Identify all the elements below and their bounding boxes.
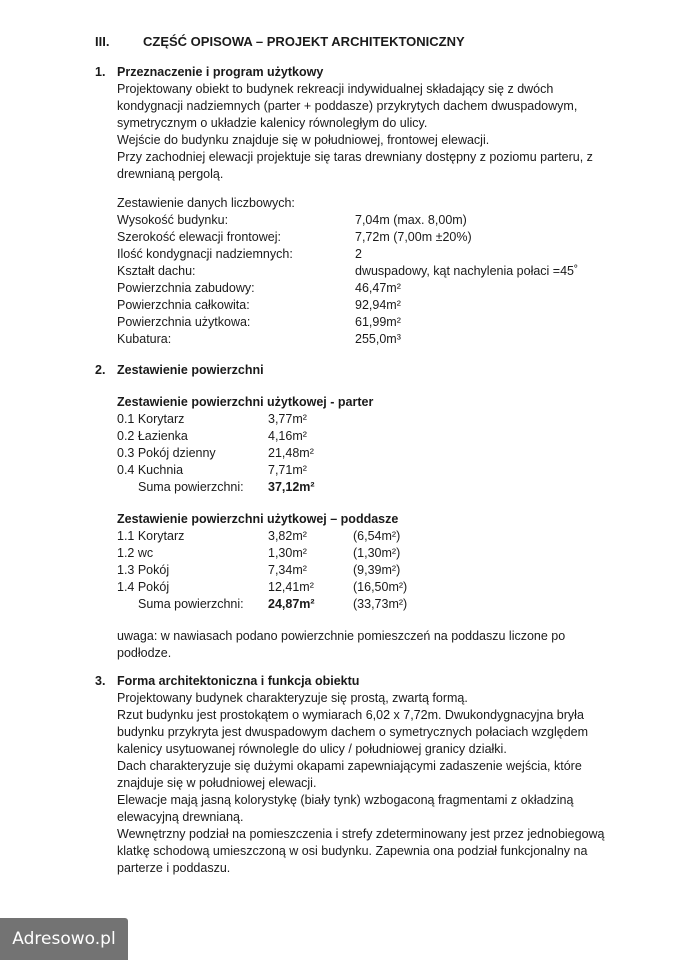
data-row — [117, 280, 637, 297]
s1-number: 1. — [95, 65, 106, 79]
s1-line: symetrycznym o układzie kalenicy równoległym do ulicy. — [117, 116, 428, 130]
s1-line: Przy zachodniej elewacji projektuje się taras drewniany dostępny z poziomu parteru, z — [117, 150, 593, 164]
sum-row — [117, 479, 637, 496]
data-label: Powierzchnia całkowita: — [117, 298, 250, 312]
data-heading: Zestawienie danych liczbowych: — [117, 196, 295, 210]
room-area: 7,34m² — [268, 563, 307, 577]
data-value: dwuspadowy, kąt nachylenia połaci =45˚ — [355, 264, 579, 278]
s3-line: budynku przykryta jest dwuspadowym dachem o symetrycznych połaciach względem — [117, 725, 589, 739]
poddasze-heading: Zestawienie powierzchni użytkowej – poddasze — [117, 512, 399, 526]
note-paragraph — [117, 628, 637, 662]
s3-line: klatkę schodową umieszczoną w osi budynku. Zapewnia ona podział funkcjonalny na — [117, 844, 588, 858]
section-number: III. — [95, 34, 110, 49]
room-floor-area: (1,30m²) — [353, 546, 401, 560]
data-row — [117, 246, 637, 263]
room-area: 3,82m² — [268, 529, 307, 543]
table-row — [117, 528, 637, 545]
section-title: CZĘŚĆ OPISOWA – PROJEKT ARCHITEKTONICZNY — [143, 34, 465, 49]
s1-line: Projektowany obiekt to budynek rekreacji indywidualnej składający się z dwóch — [117, 82, 554, 96]
table-row — [117, 428, 637, 445]
s2-heading: Zestawienie powierzchni — [117, 363, 264, 377]
table-row — [117, 462, 637, 479]
room-name: 1.2 wc — [117, 546, 154, 560]
s3-heading: Forma architektoniczna i funkcja obiektu — [117, 674, 360, 688]
data-value: 92,94m² — [355, 298, 401, 312]
room-name: 0.3 Pokój dzienny — [117, 446, 216, 460]
table-row — [117, 579, 637, 596]
room-area: 3,77m² — [268, 412, 307, 426]
watermark: Adresowo.pl — [0, 918, 128, 960]
s3-line: kalenicy usytuowanej równolegle do ulicy / południowej granicy działki. — [117, 742, 507, 756]
s1-line: drewnianą pergolą. — [117, 167, 224, 181]
sum-floor-area: (33,73m²) — [353, 597, 408, 611]
room-floor-area: (16,50m²) — [353, 580, 408, 594]
s3-line: parterze i poddaszu. — [117, 861, 231, 875]
parter-heading: Zestawienie powierzchni użytkowej - parter — [117, 395, 374, 409]
s3-paragraph — [117, 690, 637, 877]
s1-line: kondygnacji nadziemnych (parter + poddasze) przykrytych dachem dwuspadowym, — [117, 99, 578, 113]
room-name: 0.2 Łazienka — [117, 429, 188, 443]
data-row — [117, 263, 637, 280]
data-label: Szerokość elewacji frontowej: — [117, 230, 281, 244]
s2-number: 2. — [95, 363, 106, 377]
data-value: 2 — [355, 247, 362, 261]
data-label: Powierzchnia użytkowa: — [117, 315, 251, 329]
room-name: 1.3 Pokój — [117, 563, 170, 577]
data-value: 7,04m (max. 8,00m) — [355, 213, 467, 227]
data-label: Ilość kondygnacji nadziemnych: — [117, 247, 293, 261]
table-row — [117, 445, 637, 462]
note-line: uwaga: w nawiasach podano powierzchnie pomieszczeń na poddaszu liczone po — [117, 629, 566, 643]
s3-line: Elewacje mają jasną kolorystykę (biały tynk) wzbogaconą fragmentami z okładziną — [117, 793, 574, 807]
s3-line: elewacyjną drewnianą. — [117, 810, 244, 824]
table-row — [117, 562, 637, 579]
s3-line: znajduje się w południowej elewacji. — [117, 776, 317, 790]
s1-heading: Przeznaczenie i program użytkowy — [117, 65, 324, 79]
s1-paragraph — [117, 81, 637, 183]
s3-number: 3. — [95, 674, 106, 688]
room-floor-area: (9,39m²) — [353, 563, 401, 577]
data-row — [117, 229, 637, 246]
sum-value: 24,87m² — [268, 597, 315, 611]
data-row — [117, 314, 637, 331]
s3-line: Dach charakteryzuje się dużymi okapami zapewniającymi zadaszenie wejścia, które — [117, 759, 582, 773]
data-label: Powierzchnia zabudowy: — [117, 281, 255, 295]
s1-line: Wejście do budynku znajduje się w południowej, frontowej elewacji. — [117, 133, 490, 147]
data-label: Kształt dachu: — [117, 264, 196, 278]
data-label: Kubatura: — [117, 332, 172, 346]
data-value: 46,47m² — [355, 281, 401, 295]
s3-line: Rzut budynku jest prostokątem o wymiarach 6,02 x 7,72m. Dwukondygnacyjna bryła — [117, 708, 584, 722]
note-line: podłodze. — [117, 646, 172, 660]
table-row — [117, 411, 637, 428]
sum-row — [117, 596, 637, 613]
room-name: 0.4 Kuchnia — [117, 463, 184, 477]
data-value: 7,72m (7,00m ±20%) — [355, 230, 472, 244]
room-name: 0.1 Korytarz — [117, 412, 185, 426]
data-value: 255,0m³ — [355, 332, 401, 346]
data-row — [117, 212, 637, 229]
s3-line: Projektowany budynek charakteryzuje się prostą, zwartą formą. — [117, 691, 468, 705]
room-area: 12,41m² — [268, 580, 314, 594]
sum-value: 37,12m² — [268, 480, 315, 494]
room-area: 7,71m² — [268, 463, 307, 477]
sum-label: Suma powierzchni: — [138, 480, 244, 494]
room-name: 1.1 Korytarz — [117, 529, 185, 543]
room-area: 4,16m² — [268, 429, 307, 443]
data-value: 61,99m² — [355, 315, 401, 329]
table-row — [117, 545, 637, 562]
data-label: Wysokość budynku: — [117, 213, 229, 227]
room-floor-area: (6,54m²) — [353, 529, 401, 543]
sum-label: Suma powierzchni: — [138, 597, 244, 611]
data-row — [117, 297, 637, 314]
room-name: 1.4 Pokój — [117, 580, 170, 594]
room-area: 21,48m² — [268, 446, 314, 460]
room-area: 1,30m² — [268, 546, 307, 560]
data-row — [117, 331, 637, 348]
s3-line: Wewnętrzny podział na pomieszczenia i strefy zdeterminowany jest przez jednobiegową — [117, 827, 605, 841]
